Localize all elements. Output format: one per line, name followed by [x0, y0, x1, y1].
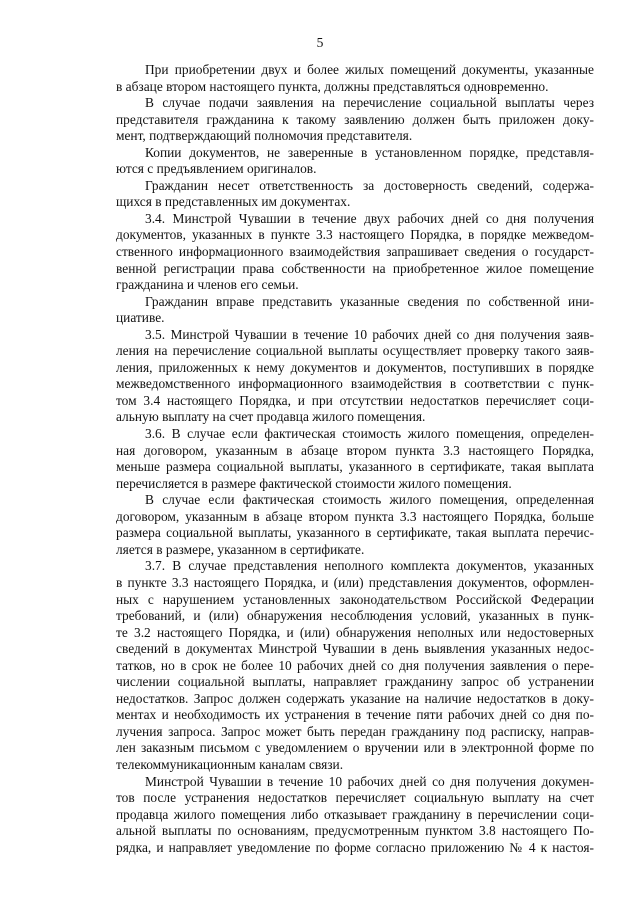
text-line: 3.7. В случае представления неполного комплекта документов, указанных [145, 558, 594, 574]
text-line: альную выплату на счет продавца жилого помещения. [116, 409, 426, 425]
text-line: татков, но в срок не более 10 рабочих дней со дня получения заявления о пере- [116, 657, 594, 673]
text-line: Гражданин несет ответственность за достоверность сведений, содержа- [145, 177, 594, 193]
text-line: сведений в документах Минстрой Чувашии в день выявления указанных недос- [116, 641, 594, 657]
text-line: недостатков. Запрос должен содержать указание на наличие недостатков в доку- [116, 690, 594, 706]
text-line: числении социальной выплаты, направляет гражданину запрос об устранении [116, 674, 594, 690]
text-line: мент, подтверждающий полномочия представителя. [116, 128, 413, 144]
text-line: те 3.2 настоящего Порядка, и (или) обнаружения неполных или недостоверных [116, 624, 594, 640]
text-line: ная договором, указанным в абзаце втором пункта 3.3 настоящего Порядка, [116, 442, 594, 458]
text-line: ления, приложенных к нему документов и документов, поступивших в порядке [116, 359, 594, 375]
text-line: ственного информационного взаимодействия запрашивает сведения о государст- [116, 244, 594, 260]
paragraph [116, 492, 594, 558]
text-line: меньше размера социальной выплаты, указанного в сертификате, такая выплата [116, 459, 594, 475]
text-line: в пункте 3.3 настоящего Порядка, и (или) представления документов, оформлен- [116, 574, 594, 590]
text-line: альной выплаты по основаниям, предусмотренным пунктом 3.8 настоящего По- [116, 823, 594, 839]
text-line: продавца жилого помещения либо отказывает гражданину в перечислении соци- [116, 806, 594, 822]
text-line: В случае подачи заявления на перечисление социальной выплаты через [145, 95, 594, 111]
text-line: тов после устранения недостатков перечисляет социальную выплату на счет [116, 790, 594, 806]
text-line: Гражданин вправе представить указанные сведения по собственной ини- [145, 293, 594, 309]
text-line: гражданина и членов его семьи. [116, 277, 299, 293]
text-line: межведомственного информационного взаимодействия в соответствии с пунк- [116, 376, 594, 392]
body-text [116, 62, 594, 856]
text-line: ных с нарушением установленных законодательством Российской Федерации [116, 591, 594, 607]
text-line: рядка, и направляет уведомление по форме согласно приложению № 4 к настоя- [116, 839, 594, 855]
text-line: 3.6. В случае если фактическая стоимость жилого помещения, определен- [145, 426, 594, 442]
text-line: щихся в представленных им документах. [116, 194, 351, 210]
text-line: в абзаце втором настоящего пункта, должны представляться одновременно. [116, 78, 549, 94]
paragraph [116, 426, 594, 492]
text-line: ляется в размере, указанном в сертификате. [116, 541, 365, 557]
text-line: ются с предъявлением оригиналов. [116, 161, 317, 177]
paragraph [116, 62, 594, 95]
text-line: Минстрой Чувашии в течение 10 рабочих дней со дня получения докумен- [145, 773, 594, 789]
paragraph [116, 558, 594, 773]
text-line: телекоммуникационным каналам связи. [116, 756, 344, 772]
text-line: циативе. [116, 310, 165, 326]
paragraph [116, 178, 594, 211]
paragraph [116, 327, 594, 426]
text-line: том 3.4 настоящего Порядка, и при отсутствии недостатков перечисляет соци- [116, 392, 594, 408]
paragraph [116, 95, 594, 145]
text-line: размера социальной выплаты, указанного в сертификате, такая выплата перечис- [116, 525, 594, 541]
text-line: лучения запроса. Запрос может быть передан гражданину под расписку, направ- [116, 723, 594, 739]
page-number: 5 [316, 35, 324, 50]
text-line: представителя гражданина к такому заявлению должен быть приложен доку- [116, 111, 594, 127]
text-line: 3.5. Минстрой Чувашии в течение 10 рабочих дней со дня получения заяв- [145, 326, 594, 342]
text-line: документов, указанных в пункте 3.3 настоящего Порядка, в порядке межведом- [116, 227, 594, 243]
text-line: В случае если фактическая стоимость жилого помещения, определенная [145, 492, 594, 508]
text-line: венной регистрации права собственности на приобретенное жилое помещение [116, 260, 594, 276]
text-line: договором, указанным в абзаце втором пункта 3.3 настоящего Порядка, больше [116, 508, 594, 524]
paragraph [116, 294, 594, 327]
text-line: 3.4. Минстрой Чувашии в течение двух рабочих дней со дня получения [145, 210, 594, 226]
text-line: требований, и (или) обнаружения несоблюдения условий, указанных в пунк- [116, 608, 594, 624]
text-line: перечисляется в размере фактической стоимости жилого помещения. [116, 475, 512, 491]
paragraph [116, 774, 594, 857]
text-line: ментах и необходимость их устранения в течение пяти рабочих дней со дня по- [116, 707, 594, 723]
text-line: лен заказным письмом с уведомлением о вручении или в электронной форме по [116, 740, 594, 756]
text-line: ления на перечисление социальной выплаты осуществляет проверку такого заяв- [116, 343, 594, 359]
paragraph [116, 145, 594, 178]
paragraph [116, 211, 594, 294]
text-line: При приобретении двух и более жилых помещений документы, указанные [145, 62, 594, 77]
text-line: Копии документов, не заверенные в установленном порядке, представля- [145, 144, 594, 160]
